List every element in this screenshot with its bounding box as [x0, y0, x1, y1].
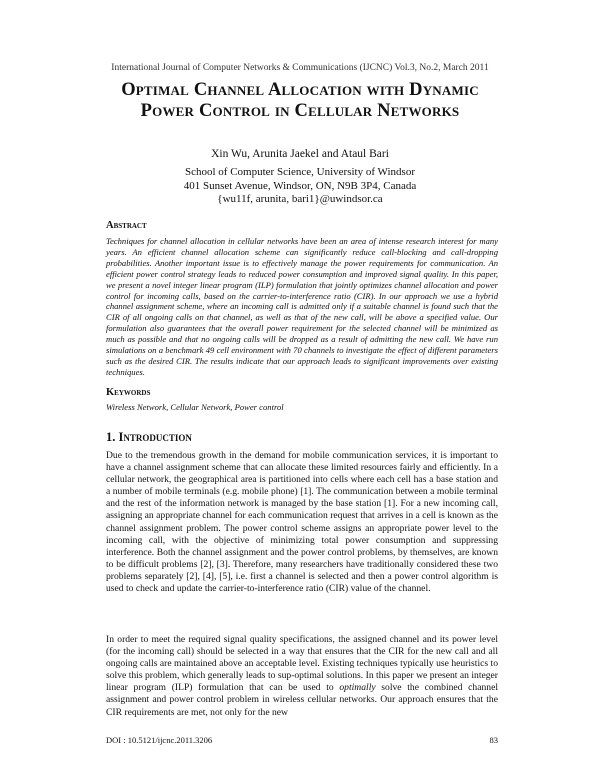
intro-paragraph-2: [106, 634, 498, 719]
paper-title: [40, 80, 560, 122]
emphasis-optimally: optimally: [339, 682, 376, 694]
keywords-text: Wireless Network, Cellular Network, Power control: [106, 402, 284, 412]
footer-doi: DOI : 10.5121/ijcnc.2011.3206: [106, 735, 213, 745]
title-line-2: Power Control in Cellular Networks: [140, 101, 460, 121]
abstract-text: Techniques for channel allocation in cellular networks have been an area of intense research interest for many years. An efficient channel allocation scheme can significantly reduce call-blocking and call-dropping probabilities. Another important issue is to effectively manage the power requirements for communication. An efficient power control strategy leads to reduced power consumption and improved signal quality. In this paper, we present a novel integer linear program (ILP) formulation that jointly optimizes channel allocation and power control for incoming calls, based on the carrier-to-interference ratio (CIR). In our approach we use a hybrid channel assignment scheme, where an incoming call is admitted only if a suitable channel is found such that the CIR of all ongoing calls on that channel, as well as that of the new call, will be above a specified value. Our formulation also guarantees that the overall power requirement for the selected channel will be minimized as much as possible and that no ongoing calls will be dropped as a result of admitting the new call. We have run simulations on a benchmark 49 cell environment with 70 channels to investigate the effect of different parameters such as the desired CIR. The results indicate that our approach leads to significant improvements over existing techniques.: [106, 236, 498, 377]
intro-paragraph-2-start: In order to meet the required signal quality specifications, the assigned channel and its power level (for the incoming call) should be selected in a way that ensures that the CIR for the new call and all ongoing calls are maintained above an acceptable level. Existing techniques typically use heuristics to solve this problem, which generally leads to sup-optimal solutions. In this paper we present an integer linear program (ILP) formulation that can be used to: [106, 634, 498, 694]
title-line-1: Optimal Channel Allocation with Dynamic: [121, 80, 479, 100]
affiliation-address: 401 Sunset Avenue, Windsor, ON, N9B 3P4, Canada: [183, 179, 417, 192]
page-number: 83: [489, 735, 498, 745]
affiliation-school: School of Computer Science, University of Windsor: [184, 166, 415, 178]
keywords-heading: Keywords: [106, 387, 151, 398]
section-heading-introduction: 1. Introduction: [106, 430, 192, 444]
affiliation-emails: {wu11f, arunita, bari1}@uwindsor.ca: [217, 193, 383, 205]
abstract-heading: Abstract: [106, 220, 147, 231]
intro-paragraph-1: Due to the tremendous growth in the demand for mobile communication services, it is important to have a channel assignment scheme that can allocate these limited resources fairly and efficiently. In a cellular network, the geographical area is partitioned into cells where each cell has a base station and a number of mobile terminals (e.g. mobile phone) [1]. The communication between a mobile terminal and the rest of the information network is managed by the base station [1]. For a new incoming call, assigning an appropriate channel for each communication request that arrives in a cell is known as the channel assignment problem. The power control scheme assigns an appropriate power level to the incoming call, with the objective of minimizing total power consumption and suppressing interference. Both the channel assignment and the power control problems, by themselves, are known to be difficult problems [2], [3]. Therefore, many researchers have traditionally considered these two problems separately [2], [4], [5], i.e. first a channel is selected and then a power control algorithm is used to check and update the carrier-to-interference ratio (CIR) value of the channel.: [106, 450, 498, 595]
journal-header: International Journal of Computer Networks & Communications (IJCNC) Vol.3, No.2, March 2011: [111, 63, 489, 73]
intro-paragraph-2-end: solve the combined channel assignment and power control problem in wireless cellular networks. Our approach ensures that the CIR requirements are met, not only for the new: [106, 682, 498, 718]
affiliation-block: [0, 166, 600, 207]
author-list: Xin Wu, Arunita Jaekel and Ataul Bari: [211, 148, 389, 160]
